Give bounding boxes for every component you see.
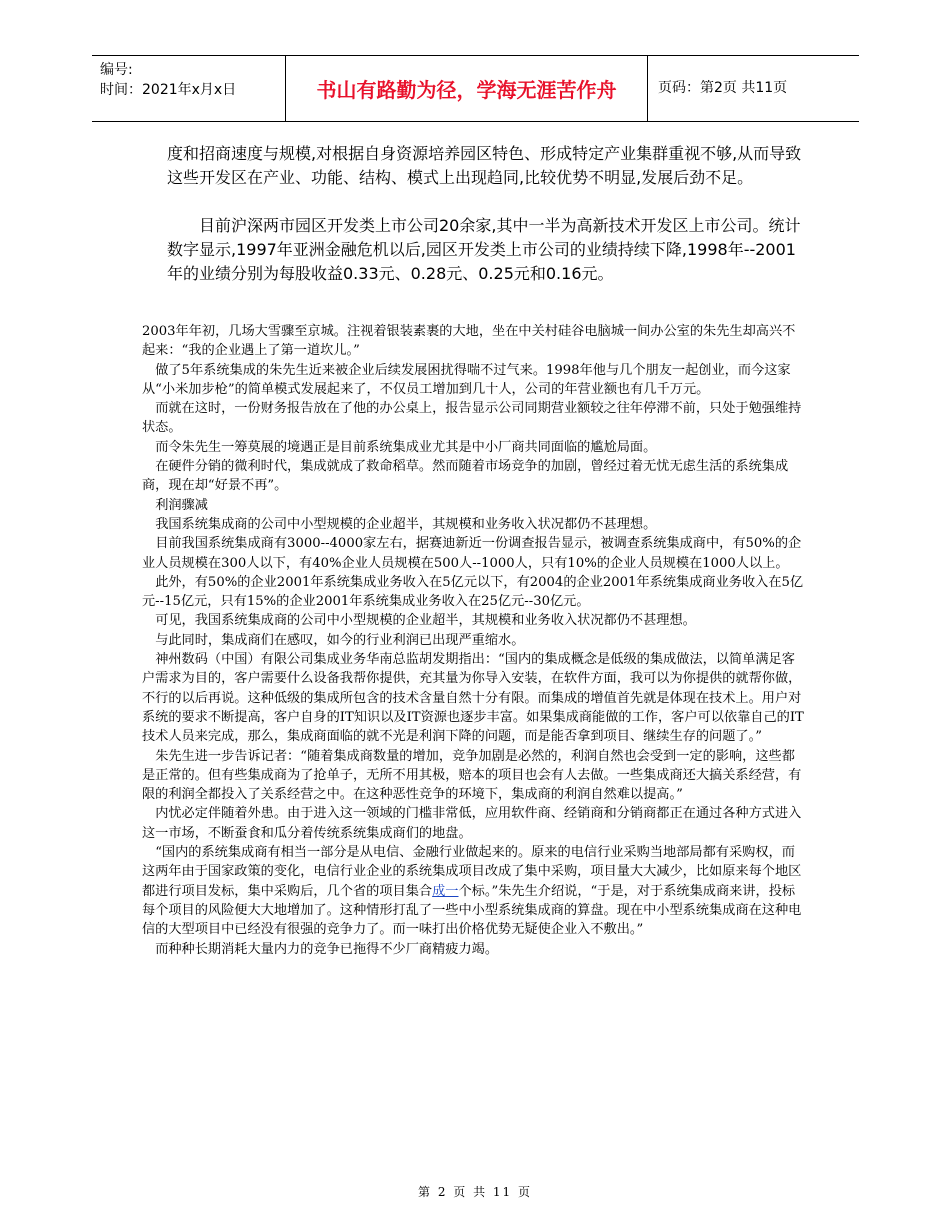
- article-paragraph: [142, 843, 804, 939]
- article-paragraph: 此外，有50%的企业2001年系统集成业务收入在5亿元以下，有2004的企业2001年系统集成商业务收入在5亿元--15亿元，只有15%的企业2001年系统集成业务收入在25亿元--30亿元。: [142, 574, 804, 610]
- inline-link[interactable]: 成一: [432, 883, 459, 899]
- article-paragraph: 朱先生进一步告诉记者：“随着集成商数量的增加，竞争加剧是必然的，利润自然也会受到一定的影响，这些都是正常的。但有些集成商为了抢单子，无所不用其极，赔本的项目也会有人去做。一些集成商还大搞关系经营，有限的利润全都投入了关系经营之中。在这种恶性竞争的环境下，集成商的利润自然难以提高。”: [142, 748, 802, 803]
- article-paragraph: 2003年年初，几场大雪骤至京城。注视着银装素裹的大地，坐在中关村硅谷电脑城一间办公室的朱先生却高兴不起来：“我的企业遇上了第一道坎儿。”: [142, 324, 796, 359]
- intro-section: [167, 142, 807, 286]
- article-paragraph: 神州数码（中国）有限公司集成业务华南总监胡发期指出：“国内的集成概念是低级的集成做法，以简单满足客户需求为目的，客户需要什么设备我帮你提供，充其量为你导入安装，在软件方面，我可以为你提供的就帮你做，不行的以后再说。这种低级的集成所包含的技术含量自然十分有限。而集成的增值首先就是体现在技术上。用户对系统的要求不断提高，客户自身的IT知识以及IT资源也逐步丰富。如果集成商能做的工作，客户可以依靠自己的IT技术人员来完成，那么，集成商面临的就不光是利润下降的问题，而是能否拿到项目、继续生存的问题了。”: [142, 652, 804, 745]
- article-paragraph: 我国系统集成商的公司中小型规模的企业超半，其规模和业务收入状况都仍不甚理想。: [155, 516, 657, 532]
- number-label: 编号:: [100, 62, 133, 78]
- paragraph-text: “国内的系统集成商有相当一部分是从电信、金融行业做起来的。原来的电信行业采购当地部局都有采购权，而这两年由于国家政策的变化，电信行业企业的系统集成项目改成了集中采购，项目量大大减少，比如原来每个地区都进行项目发标，集中采购后，几个省的项目集合: [142, 845, 802, 899]
- article-paragraph: 可见，我国系统集成商的公司中小型规模的企业超半，其规模和业务收入状况都仍不甚理想。: [155, 613, 696, 629]
- time-label: 时间：2021年x月x日: [100, 82, 237, 98]
- article-paragraph: 与此同时，集成商们在感叹，如今的行业利润已出现严重缩水。: [155, 632, 525, 648]
- article-paragraph: 做了5年系统集成的朱先生近来被企业后续发展困扰得喘不过气来。1998年他与几个朋友一起创业，而今这家从“小米加步枪”的简单模式发展起来了，不仅员工增加到几十人，公司的年营业额也有几千万元。: [142, 362, 791, 397]
- header-motto: 书山有路勤为径，学海无涯苦作舟: [285, 56, 648, 121]
- article-paragraph: 而令朱先生一筹莫展的境遇正是目前系统集成业尤其是中小厂商共同面临的尴尬局面。: [155, 439, 657, 455]
- article-paragraph: 而种种长期消耗大量内力的竞争已拖得不少厂商精疲力竭。: [155, 941, 499, 957]
- article-paragraph: 而就在这时，一份财务报告放在了他的办公桌上，报告显示公司同期营业额较之往年停滞不前，只处于勉强维持状态。: [142, 401, 802, 436]
- section-heading: 利润骤减: [155, 497, 208, 513]
- header-page-label: 页码：第2页 共11页: [658, 80, 788, 96]
- page-footer: 第 2 页 共 11 页: [418, 1185, 532, 1199]
- intro-paragraph-1: 度和招商速度与规模,对根据自身资源培养园区特色、形成特定产业集群重视不够,从而导致这些开发区在产业、功能、结构、模式上出现趋同,比较优势不明显,发展后劲不足。: [167, 144, 802, 187]
- article-paragraph: 内忧必定伴随着外患。由于进入这一领域的门槛非常低，应用软件商、经销商和分销商都正在通过各种方式进入这一市场，不断蚕食和瓜分着传统系统集成商们的地盘。: [142, 806, 802, 841]
- article-paragraph: 目前我国系统集成商有3000--4000家左右，据赛迪新近一份调查报告显示，被调查系统集成商中，有50%的企业人员规模在300人以下，有40%企业人员规模在500人--1000人，只有10%的企业人员规模在1000人以上。: [142, 536, 802, 571]
- article-body: [142, 322, 804, 959]
- paragraph-text: 个标。”朱先生介绍说，“于是，对于系统集成商来讲，投标每个项目的风险便大大地增加了。这种情形打乱了一些中小型系统集成商的算盘。现在中小型系统集成商在这种电信的大型项目中已经没有很强的竞争力了。而一味打出价格优势无疑使企业入不敷出。”: [142, 883, 802, 938]
- article-paragraph: 在硬件分销的微利时代，集成就成了救命稻草。然而随着市场竞争的加剧，曾经过着无忧无虑生活的系统集成商，现在却“好景不再”。: [142, 459, 789, 494]
- intro-paragraph-2: 目前沪深两市园区开发类上市公司20余家,其中一半为高新技术开发区上市公司。统计数字显示,1997年亚洲金融危机以后,园区开发类上市公司的业绩持续下降,1998年--2001年的业绩分别为每股收益0.33元、0.28元、0.25元和0.16元。: [167, 216, 801, 283]
- header-meta: [100, 60, 280, 100]
- page-header: [92, 55, 859, 122]
